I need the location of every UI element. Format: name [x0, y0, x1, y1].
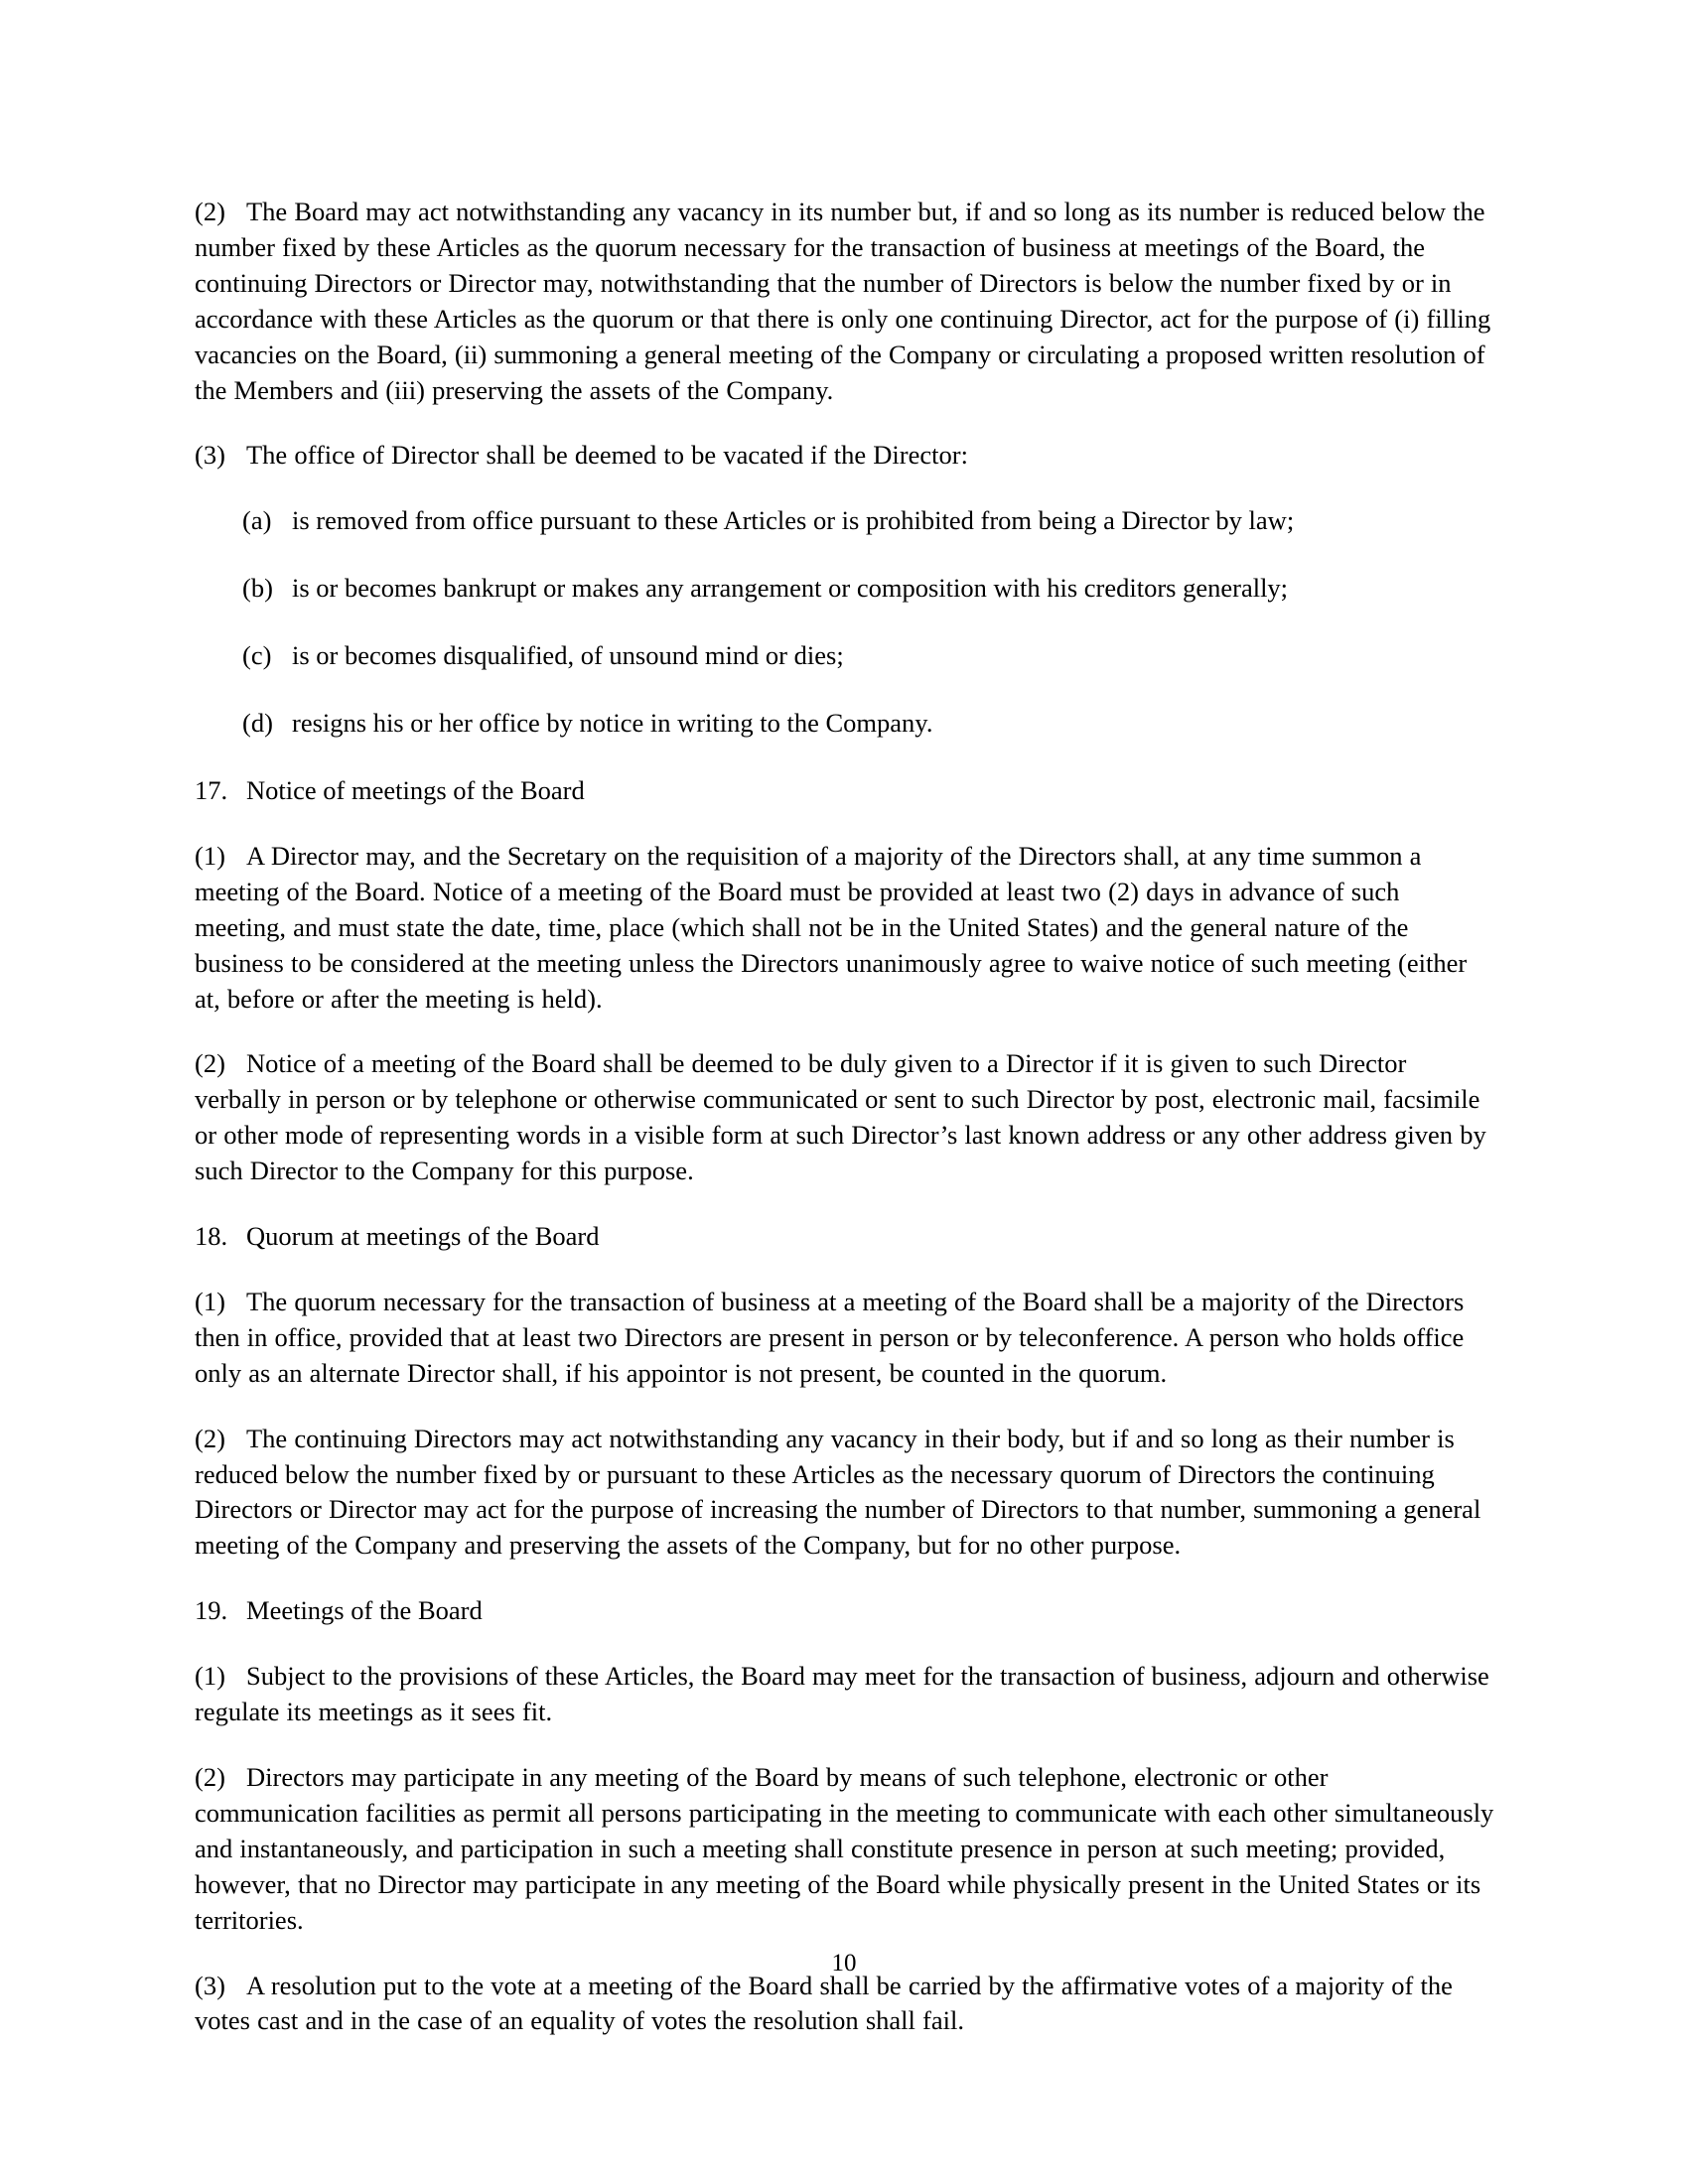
list-item — [195, 571, 1495, 607]
paragraph-text: Subject to the provisions of these Articles, the Board may meet for the transaction of business, adjourn and otherwise regulate its meetings as it sees fit. — [195, 1661, 1489, 1727]
paragraph-16-2 — [195, 195, 1495, 408]
paragraph-text: Notice of a meeting of the Board shall be deemed to be duly given to a Director if it is given to such Director verbally in person or by telephone or otherwise communicated or sent to such Director by post, electronic mail, facsimile or other mode of representing words in a visible form at such Director’s last known address or any other address given by such Director to the Company for this purpose. — [195, 1048, 1486, 1186]
page-number: 10 — [831, 1950, 857, 1977]
list-item-text: is or becomes disqualified, of unsound mind or dies; — [292, 640, 844, 671]
paragraph-19-2 — [195, 1760, 1495, 1939]
paragraph-number: (2) — [195, 1048, 225, 1079]
list-item-label: (c) — [242, 640, 272, 671]
list-item — [195, 503, 1495, 539]
list-item-text: resigns his or her office by notice in writing to the Company. — [292, 708, 933, 739]
section-title: Meetings of the Board — [246, 1595, 483, 1626]
list-item-label: (b) — [242, 573, 273, 604]
paragraph-number: (1) — [195, 840, 225, 871]
list-item — [195, 706, 1495, 742]
paragraph-number: (3) — [195, 440, 225, 471]
paragraph-number: (2) — [195, 197, 225, 226]
section-number: 17. — [195, 774, 228, 805]
paragraph-number: (1) — [195, 1286, 225, 1316]
paragraph-text: The quorum necessary for the transaction of business at a meeting of the Board shall be a majority of the Directors then in office, provided that at least two Directors are present in person or by teleconference. A person who holds office only as an alternate Director shall, if his appointor is not present, be counted in the quorum. — [195, 1286, 1465, 1388]
paragraph-text: A resolution put to the vote at a meeting of the Board shall be carried by the affirmative votes of a majority of the votes cast and in the case of an equality of votes the resolution shall fail. — [195, 1970, 1453, 2036]
paragraph-number: (3) — [195, 1970, 225, 2000]
paragraph-text: The continuing Directors may act notwithstanding any vacancy in their body, but if and so long as their number is reduced below the number fixed by or pursuant to these Articles as the necessary quorum of Directors the continuing Directors or Director may act for the purpose of increasing the number of Directors to that number, summoning a general meeting of the Company and preserving the assets of the Company, but for no other purpose. — [195, 1423, 1481, 1561]
paragraph-18-2 — [195, 1422, 1495, 1565]
paragraph-number: (1) — [195, 1661, 225, 1692]
section-number: 18. — [195, 1221, 228, 1252]
paragraph-19-1 — [195, 1659, 1495, 1730]
paragraph-text: A Director may, and the Secretary on the requisition of a majority of the Directors shall, at any time summon a meeting of the Board. Notice of a meeting of the Board must be provided at least two (2) days in advance of such meeting, and must state the date, time, place (which shall not be in the United States) and the general nature of the business to be considered at the meeting unless the Directors unanimously agree to waive notice of such meeting (either at, before or after the meeting is held). — [195, 840, 1468, 1014]
list-item-text: is removed from office pursuant to these Articles or is prohibited from being a Director by law; — [292, 505, 1295, 536]
list-item — [195, 638, 1495, 674]
section-number: 19. — [195, 1595, 228, 1626]
paragraph-17-2 — [195, 1046, 1495, 1189]
list-item-text: is or becomes bankrupt or makes any arrangement or composition with his creditors generally; — [292, 573, 1289, 604]
list-item-label: (d) — [242, 708, 273, 739]
paragraph-text: The office of Director shall be deemed to be vacated if the Director: — [246, 440, 968, 471]
paragraph-16-3 — [195, 438, 1495, 474]
section-title: Notice of meetings of the Board — [246, 774, 585, 805]
paragraph-number: (2) — [195, 1423, 225, 1453]
paragraph-17-1 — [195, 839, 1495, 1018]
paragraph-text: Directors may participate in any meeting of the Board by means of such telephone, electronic or other communication facilities as permit all persons participating in the meeting to communicate with each other simultaneously and instantaneously, and participation in such a meeting shall constitute presence in person at such meeting; provided, however, that no Director may participate in any meeting of the Board while physically present in the United States or its territories. — [195, 1762, 1494, 1935]
section-heading-17 — [195, 773, 1495, 809]
section-heading-19 — [195, 1593, 1495, 1629]
list-item-label: (a) — [242, 505, 272, 536]
paragraph-19-3 — [195, 1969, 1495, 2040]
section-heading-18 — [195, 1219, 1495, 1255]
paragraph-text: The Board may act notwithstanding any vacancy in its number but, if and so long as its number is reduced below the number fixed by these Articles as the quorum necessary for the transaction of business at meetings of the Board, the continuing Directors or Director may, notwithstanding that the number of Directors is below the number fixed by or in accordance with these Articles as the quorum or that there is only one continuing Director, act for the purpose of (i) filling vacancies on the Board, (ii) summoning a general meeting of the Company or circulating a proposed written resolution of the Members and (iii) preserving the assets of the Company. — [195, 197, 1491, 405]
paragraph-18-1 — [195, 1285, 1495, 1392]
vacation-conditions-list — [195, 503, 1495, 742]
document-body — [195, 195, 1495, 2039]
paragraph-number: (2) — [195, 1762, 225, 1792]
section-title: Quorum at meetings of the Board — [246, 1221, 600, 1252]
